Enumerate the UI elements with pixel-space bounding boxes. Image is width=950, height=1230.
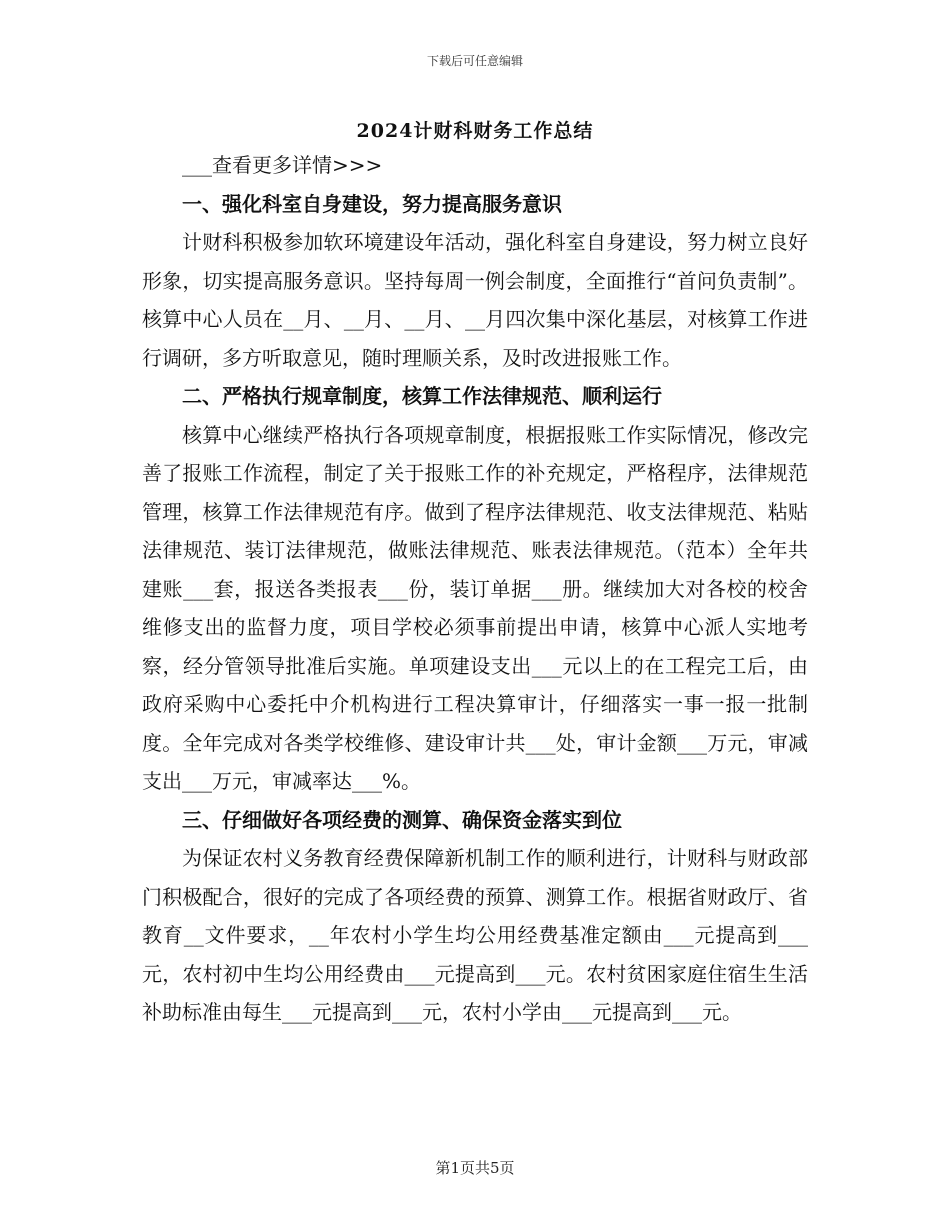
section-1-heading: 一、强化科室自身建设，努力提高服务意识 <box>182 191 562 216</box>
section-2-paragraph: 核算中心继续严格执行各项规章制度，根据报账工作实际情况，修改完善了报账工作流程，制定了关于报账工作的补充规定，严格程序，法律规范管理，核算工作法律规范有序。做到了程序法律规范、收支法律规范、粘贴法律规范、装订法律规范，做账法律规范、账表法律规范。（范本）全年共建账___套，报送各类报表___份，装订单据___册。继续加大对各校的校舍维修支出的监督力度，项目学校必须事前提出申请，核算中心派人实地考察，经分管领导批准后实施。单项建设支出___元以上的在工程完工后，由政府采购中心委托中介机构进行工程决算审计，仔细落实一事一报一批制度。全年完成对各类学校维修、建设审计共___处，审计金额___万元，审减支出___万元，审减率达___%。 <box>142 422 808 793</box>
section-3-paragraph: 为保证农村义务教育经费保障新机制工作的顺利进行，计财科与财政部门积极配合，很好的完成了各项经费的预算、测算工作。根据省财政厅、省教育__文件要求，__年农村小学生均公用经费基准定额由___元提高到___元，农村初中生均公用经费由___元提高到___元。农村贫困家庭住宿生生活补助标准由每生___元提高到___元，农村小学由___元提高到___元。 <box>142 846 808 1024</box>
section-1-paragraph: 计财科积极参加软环境建设年活动，强化科室自身建设，努力树立良好形象，切实提高服务意识。坚持每周一例会制度，全面推行“首问负责制”。核算中心人员在__月、__月、__月、__月四次集中深化基层，对核算工作进行调研，多方听取意见，随时理顺关系，及时改进报账工作。 <box>142 230 808 370</box>
page-number: 第1页共5页 <box>435 1159 515 1177</box>
section-2-heading: 二、严格执行规章制度，核算工作法律规范、顺利运行 <box>182 384 662 408</box>
section-3-heading: 三、仔细做好各项经费的测算、确保资金落实到位 <box>182 807 622 832</box>
more-details-link[interactable]: ___查看更多详情>>> <box>182 153 383 177</box>
document-body <box>142 146 808 1032</box>
page-header-note: 下载后可任意编辑 <box>426 54 523 68</box>
document-title: 2024计财科财务工作总结 <box>356 120 594 142</box>
